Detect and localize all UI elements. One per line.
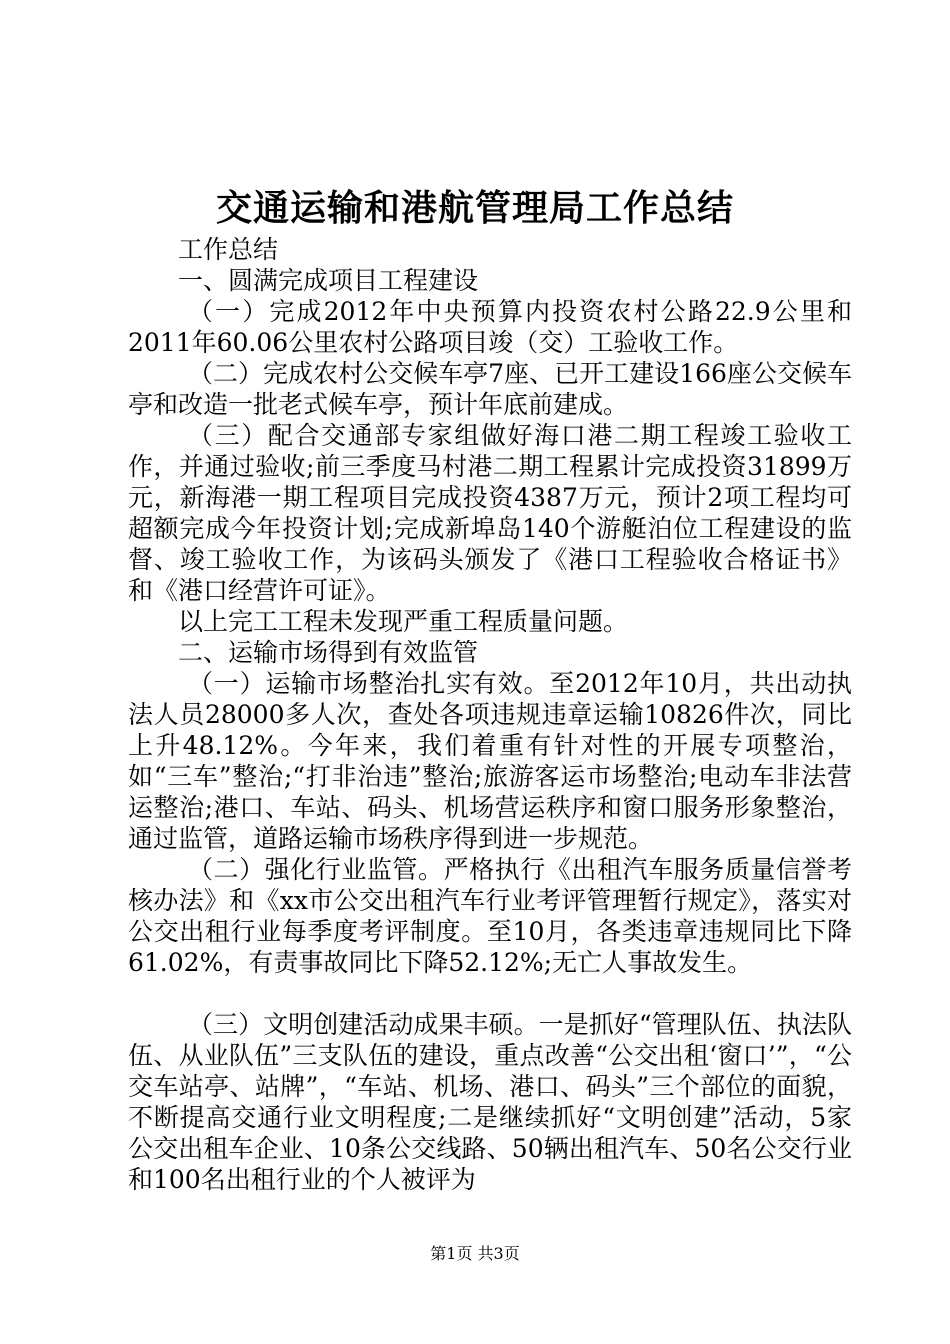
- document-body: [128, 234, 852, 1195]
- paragraph-section-1-item-3: （三）配合交通部专家组做好海口港二期工程竣工验收工作，并通过验收;前三季度马村港二期工程累计完成投资31899万元，新海港一期工程项目完成投资4387万元，预计2项工程均可超额完成今年投资计划;完成新埠岛140个游艇泊位工程建设的监督、竣工验收工作，为该码头颁发了《港口工程验收合格证书》和《港口经营许可证》。: [128, 421, 852, 605]
- paragraph-section-2-item-3: （三）文明创建活动成果丰硕。一是抓好“管理队伍、执法队伍、从业队伍”三支队伍的建设，重点改善“公交出租‘窗口’”，“公交车站亭、站牌”，“车站、机场、港口、码头”三个部位的面貌，不断提高交通行业文明程度;二是继续抓好“文明创建”活动，5家公交出租车企业、10条公交线路、50辆出租汽车、50名公交行业和100名出租行业的个人被评为: [128, 1010, 852, 1194]
- paragraph-section-1-heading: 一、圆满完成项目工程建设: [178, 266, 479, 295]
- paragraph-section-2-heading: 二、运输市场得到有效监管: [178, 638, 479, 667]
- paragraph-section-1-item-1: （一）完成2012年中央预算内投资农村公路22.9公里和2011年60.06公里农村公路项目竣（交）工验收工作。: [128, 297, 852, 357]
- paragraph-heading-summary: 工作总结: [178, 235, 279, 264]
- page-footer: 第1页 共3页: [430, 1244, 520, 1263]
- document-title: 交通运输和港航管理局工作总结: [215, 187, 734, 229]
- paragraph-section-2-item-1: （一）运输市场整治扎实有效。至2012年10月，共出动执法人员28000多人次，查处各项违规违章运输10826件次，同比上升48.12%。今年来，我们着重有针对性的开展专项整治，如“三车”整治;“打非治违”整治;旅游客运市场整治;电动车非法营运整治;港口、车站、码头、机场营运秩序和窗口服务形象整治，通过监管，道路运输市场秩序得到进一步规范。: [128, 669, 852, 853]
- paragraph-section-2-item-2: （二）强化行业监管。严格执行《出租汽车服务质量信誉考核办法》和《xx市公交出租汽车行业考评管理暂行规定》，落实对公交出租行业每季度考评制度。至10月，各类违章违规同比下降61.02%，有责事故同比下降52.12%;无亡人事故发生。: [128, 855, 852, 977]
- paragraph-section-1-item-2: （二）完成农村公交候车亭7座、已开工建设166座公交候车亭和改造一批老式候车亭，预计年底前建成。: [128, 359, 852, 419]
- paragraph-section-1-conclusion: 以上完工工程未发现严重工程质量问题。: [178, 607, 629, 636]
